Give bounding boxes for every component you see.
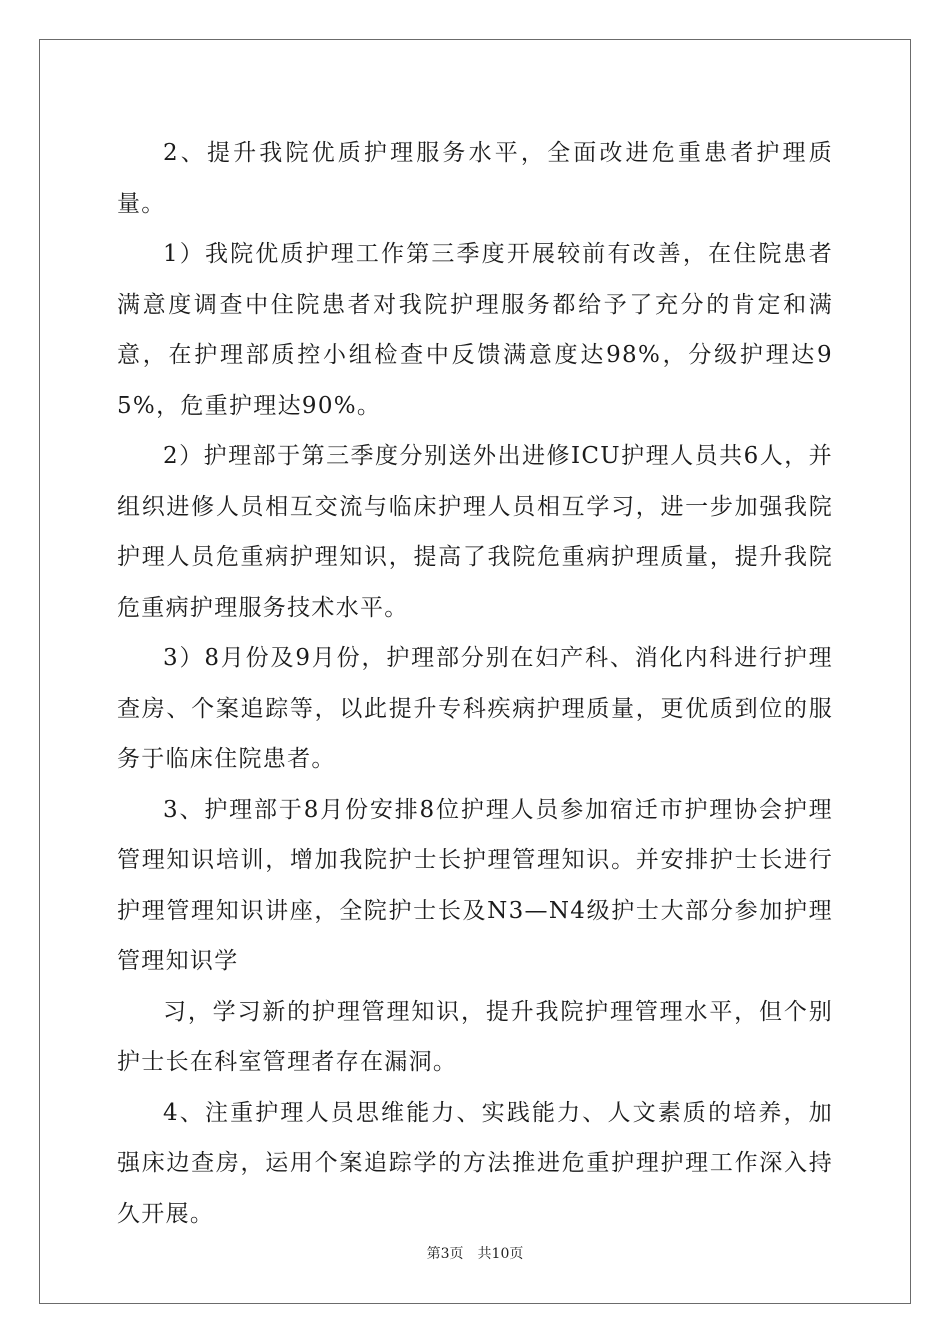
document-body (117, 128, 833, 1239)
paragraph-item-3: 3）8月份及9月份，护理部分别在妇产科、消化内科进行护理查房、个案追踪等，以此提升专科疾病护理质量，更优质到位的服务于临床住院患者。 (117, 645, 833, 772)
total-pages: 共10页 (477, 1246, 524, 1262)
paragraph-section-2: 2、提升我院优质护理服务水平，全面改进危重患者护理质量。 (117, 140, 833, 217)
paragraph-item-1: 1）我院优质护理工作第三季度开展较前有改善，在住院患者满意度调查中住院患者对我院护理服务都给予了充分的肯定和满意，在护理部质控小组检查中反馈满意度达98%，分级护理达95%，危重护理达90%。 (117, 241, 833, 419)
paragraph-item-2: 2）护理部于第三季度分别送外出进修ICU护理人员共6人，并组织进修人员相互交流与临床护理人员相互学习，进一步加强我院护理人员危重病护理知识，提高了我院危重病护理质量，提升我院危重病护理服务技术水平。 (117, 443, 833, 621)
paragraph-section-3: 3、护理部于8月份安排8位护理人员参加宿迁市护理协会护理管理知识培训，增加我院护士长护理管理知识。并安排护士长进行护理管理知识讲座，全院护士长及N3—N4级护士大部分参加护理管理知识学 (117, 796, 833, 974)
page-footer (0, 1243, 950, 1263)
paragraph-section-3-continued: 习，学习新的护理管理知识，提升我院护理管理水平，但个别护士长在科室管理者存在漏洞。 (117, 998, 833, 1075)
current-page-number: 第3页 (426, 1246, 464, 1262)
paragraph-section-4: 4、注重护理人员思维能力、实践能力、人文素质的培养，加强床边查房，运用个案追踪学的方法推进危重护理护理工作深入持久开展。 (117, 1099, 833, 1227)
